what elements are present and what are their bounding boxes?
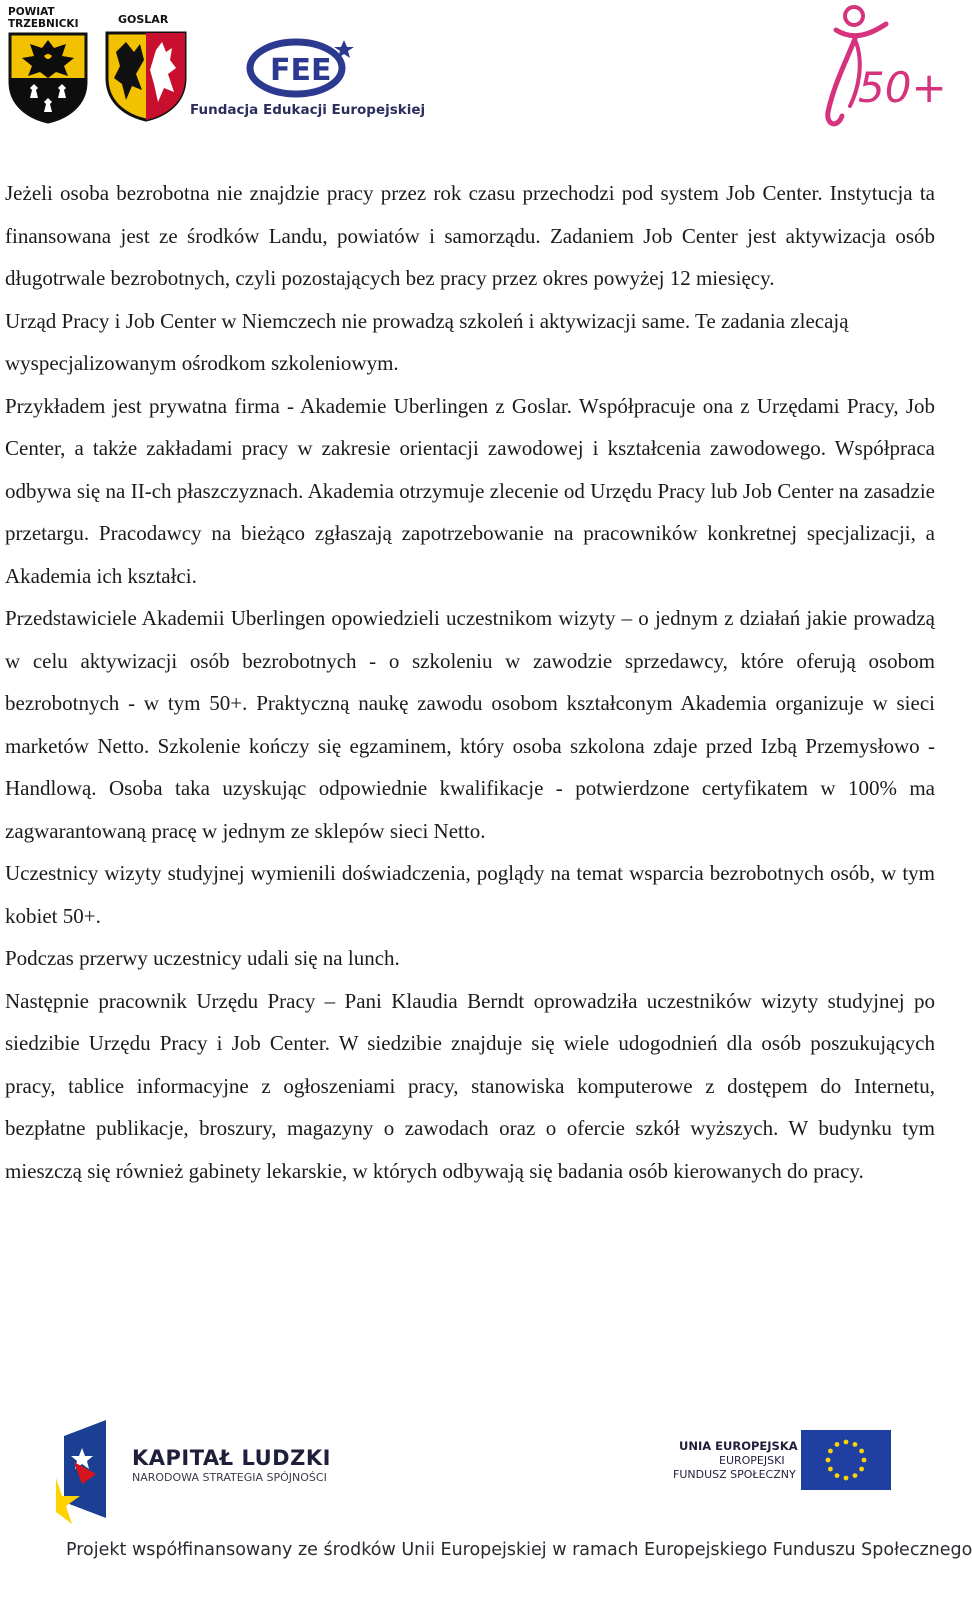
paragraph-job-center: Jeżeli osoba bezrobotna nie znajdzie pracy przez rok czasu przechodzi pod system Job Center. Instytucja ta finansowana jest ze środków Landu, powiatów i samorządu. Zadaniem Job Center jest aktywizacja osób długotrwale bezrobotnych, czyli pozostających bez pracy przez okres powyżej 12 miesięcy. [5,181,935,290]
eu-label-line1: UNIA EUROPEJSKA [679,1439,798,1453]
eu-label-line3: FUNDUSZ SPOŁECZNY [673,1468,796,1481]
fee-caption: Fundacja Edukacji Europejskiej [190,102,426,118]
paragraph-akademie: Przykładem jest prywatna firma - Akademie Uberlingen z Goslar. Współpracuje ona z Urzędami Pracy, Job Center, a także zakładami pracy w zakresie orientacji zawodowej i kształcenia zawodowego. Współpraca odbywa się na II-ch płaszczyznach. Akademia otrzymuje zlecenie od Urzędu Pracy lub Job Center na zasadzie przetargu. Pracodawcy na bieżąco zgłaszają zapotrzebowanie na pracowników konkretnej specjalizacji, a Akademia ich kształci. [5,393,935,588]
fee-logo-icon [246,36,356,98]
eu-label-line2: EUROPEJSKI [719,1454,785,1467]
paragraph-urzad-pracy: Urząd Pracy i Job Center w Niemczech nie prowadzą szkoleń i aktywizacji same. Te zadania zlecają wyspecjalizowanym ośrodkom szkoleniowym. [5,308,849,375]
svg-text:FEE: FEE [270,53,332,88]
goslar-crest-icon [104,30,188,122]
cofinancing-note: Projekt współfinansowany ze środków Unii Europejskiej w ramach Europejskiego Funduszu Społecznego [66,1540,972,1560]
powiat-line2: TRZEBNICKI [8,18,79,30]
paragraph-oprowadzenie: Następnie pracownik Urzędu Pracy – Pani Klaudia Berndt oprowadziła uczestników wizyty studyjnej po siedzibie Urzędu Pracy i Job Center. W siedzibie znajduje się wiele udogodnień dla osób poszukujących pracy, tablice informacyjne z ogłoszeniami pracy, stanowiska komputerowe z dostępem do Internetu, bezpłatne publikacje, broszury, magazyny o zawodach oraz o ofercie szkół wyższych. W budynku tym mieszczą się również gabinety lekarskie, w których odbywają się badania osób kierowanych do pracy. [5,988,935,1183]
powiat-logo-label [8,6,78,30]
powiat-trzebnicki-crest-icon [8,32,88,124]
paragraph-uczestnicy: Uczestnicy wizyty studyjnej wymienili doświadczenia, poglądy na temat wsparcia bezrobotnych osób, w tym kobiet 50+. [5,861,935,928]
badge-50-plus-text: 50+ [858,63,947,112]
paragraph-lunch: Podczas przerwy uczestnicy udali się na lunch. [5,946,400,970]
badge-50-plus-icon [816,2,947,130]
kapital-ludzki-title: KAPITAŁ LUDZKI [132,1446,331,1470]
kapital-ludzki-subtitle: NARODOWA STRATEGIA SPÓJNOŚCI [132,1471,327,1484]
eu-flag-icon [801,1430,891,1490]
document-body [5,172,935,1192]
paragraph-szkolenie: Przedstawiciele Akademii Uberlingen opowiedzieli uczestnikom wizyty – o jednym z działań jakie prowadzą w celu aktywizacji osób bezrobotnych - o szkoleniu w zawodzie sprzedawcy, które oferują osobom bezrobotnych - w tym 50+. Praktyczną naukę zawodu osobom kształconym Akademia organizuje w sieci marketów Netto. Szkolenie kończy się egzaminem, który osoba szkolona zdaje przed Izbą Przemysłowo - Handlową. Osoba taka uzyskując odpowiednie kwalifikacje - potwierdzone certyfikatem w 100% ma zagwarantowaną pracę w jednym ze sklepów sieci Netto. [5,606,935,843]
powiat-line1: POWIAT [8,6,55,18]
kapital-ludzki-emblem-icon [56,1418,126,1520]
goslar-logo-label: GOSLAR [118,13,169,26]
